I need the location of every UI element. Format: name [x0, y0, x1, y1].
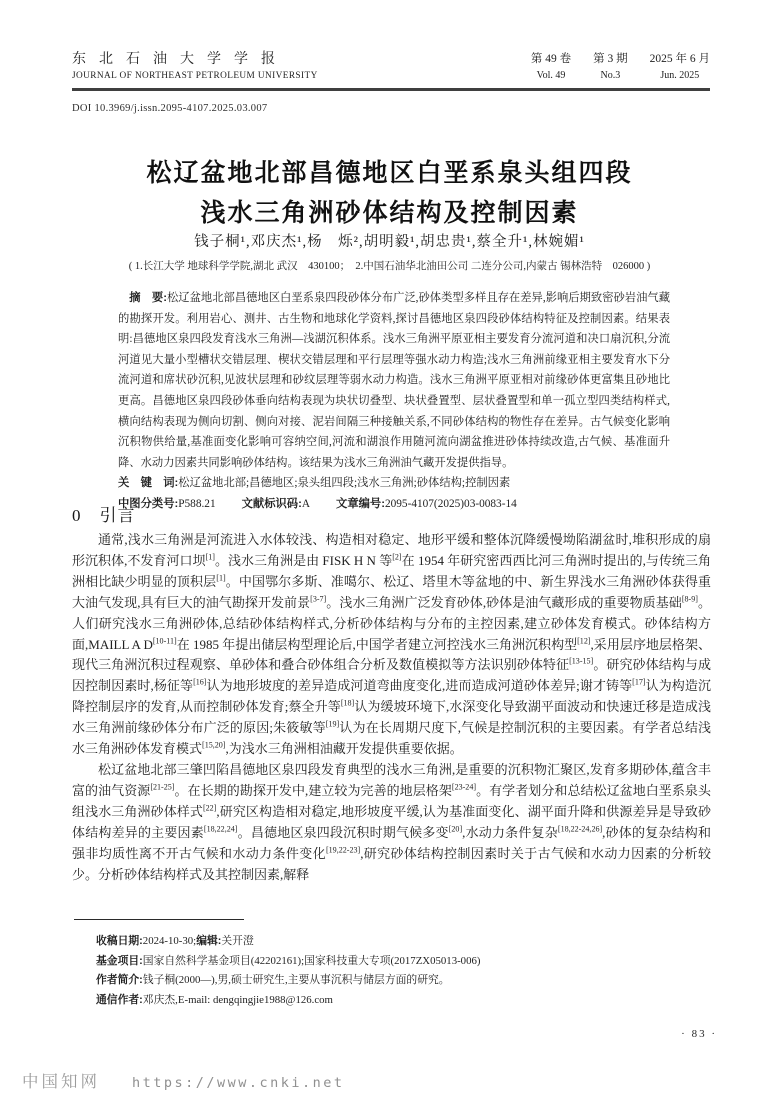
title-line-2: 浅水三角洲砂体结构及控制因素: [200, 199, 579, 227]
abstract-paragraph: [118, 288, 670, 473]
article-title: [0, 154, 779, 234]
body-text: [72, 530, 711, 885]
keywords-text: 松辽盆地北部;昌德地区;泉头组四段;浅水三角洲;砂体结构;控制因素: [178, 477, 511, 490]
intro-heading: 0 引言: [72, 506, 136, 525]
keywords-label: 关 键 词:: [118, 477, 179, 490]
date-en: Jun. 2025: [660, 70, 700, 81]
clc-label: 中图分类号:: [118, 497, 179, 510]
footnote-corresponding: [96, 991, 719, 1011]
editor-value: 关开澄: [221, 935, 254, 947]
journal-name-cn: 东北石油大学学报: [72, 52, 288, 67]
volume-cn: 第 49 卷: [530, 53, 572, 65]
journal-name-en: JOURNAL OF NORTHEAST PETROLEUM UNIVERSITY: [72, 71, 318, 81]
journal-name-block: [72, 48, 318, 81]
affiliation-line: ( 1.长江大学 地球科学学院,湖北 武汉 430100； 2.中国石油华北油田公司 二连分公司,内蒙古 锡林浩特 026000 ): [128, 261, 651, 272]
article-id-label: 文章编号:: [336, 497, 385, 510]
article-id-value: 2095-4107(2025)03-0083-14: [384, 497, 517, 510]
corr-label: 通信作者:: [96, 993, 143, 1006]
editor-label: 编辑:: [196, 935, 222, 947]
page-number: · 83 ·: [681, 1028, 717, 1040]
footnote-received: [96, 932, 719, 952]
date-cn: 2025 年 6 月: [649, 53, 710, 65]
doi-line: DOI 10.3969/j.issn.2095-4107.2025.03.007: [72, 103, 268, 114]
fund-label: 基金项目:: [96, 954, 143, 967]
classification-line: [118, 494, 670, 515]
volume-en: Vol. 49: [536, 70, 566, 81]
footnote-bio: [96, 971, 719, 991]
abstract-text: 松辽盆地北部昌德地区白垩系泉四段砂体分布广泛,砂体类型多样且存在差异,影响后期致密砂岩油气藏的勘探开发。利用岩心、测井、古生物和地球化学资料,探讨昌德地区泉四段砂体结构特征及控制因素。结果表明:昌德地区泉四段发育浅水三角洲—浅湖沉积体系。浅水三角洲平原亚相主要发育分流河道和决口扇沉积,分流河道见大量小型槽状交错层理、楔状交错层理和平行层理等强水动力构造;浅水三角洲前缘亚相主要发育水下分流河道和席状砂沉积,见波状层理和砂纹层理等弱水动力构造。浅水三角洲平原亚相对前缘砂体更富集且砂地比更高。昌德地区泉四段砂体垂向结构表现为块状切叠型、块状叠置型、层状叠置型和单一孤立型四类结构样式,横向结构表现为侧向切割、侧向对接、泥岩间隔三种接触关系,不同砂体结构的物性存在差异。古气候变化影响沉积物供给量,基准面变化影响可容纳空间,河流和湖浪作用随河流向湖盆推进砂体持续改造,古气候、基准面升降、水动力因素共同影响砂体结构。该结果为浅水三角洲油气藏开发提供指导。: [118, 292, 671, 469]
article-id: [336, 494, 517, 515]
received-label: 收稿日期:: [96, 935, 143, 947]
issue-info-block: [531, 50, 710, 81]
bio-value: 钱子桐(2000—),男,硕士研究生,主要从事沉积与储层方面的研究。: [142, 974, 450, 987]
intro-para-1: 通常,浅水三角洲是河流进入水体较浅、构造相对稳定、地形平缓和整体沉降缓慢坳陷湖盆时,堆积形成的扇形沉积体,不发育河口坝[1]。浅水三角洲是由 FISK H N 等[2]在 1954 年研究密西西比河三角洲时提出的,与传统三角洲相比缺少明显的顶积层[1]。中国鄂尔多斯、准噶尔、松辽、塔里木等盆地的中、新生界浅水三角洲砂体获得重大油气发现,具有巨大的油气勘探开发前景[3-7]。浅水三角洲广泛发育砂体,砂体是油气藏形成的重要物质基础[8-9]。人们研究浅水三角洲砂体,总结砂体结构样式,分析砂体结构与分布的主控因素,建立砂体发育模式。砂体结构方面,MAILL A D[10-11]在 1985 年提出储层构型理论后,中国学者建立河控浅水三角洲沉积构型[12],采用层序地层格架、现代三角洲沉积过程观察、单砂体和叠合砂体组合分析及数值模拟等方法识别砂体特征[13-15]。研究砂体结构与成因控制因素时,杨征等[16]认为地形坡度的差异造成河道弯曲度变化,进而造成河道砂体差异;谢才铸等[17]认为构造沉降控制层序的发育,从而控制砂体发育;蔡全升等[18]认为缓坡环境下,水深变化导致湖平面波动和快速迁移是造成浅水三角洲前缘砂体分布广泛的原因;朱筱敏等[19]认为在长周期尺度下,气候是控制沉积的主要因素。有学者总结浅水三角洲砂体发育模式[15,20],为浅水三角洲相油藏开发提供重要依据。: [72, 532, 711, 757]
cnki-watermark: [22, 1068, 345, 1092]
corr-value: 邓庆杰,E-mail: dengqingjie1988@126.com: [142, 993, 333, 1006]
title-line-1: 松辽盆地北部昌德地区白垩系泉头组四段: [146, 159, 633, 187]
footnote-rule: [74, 919, 244, 920]
cnki-url: https://www.cnki.net: [132, 1075, 345, 1091]
cnki-logo-text: 中国知网: [22, 1072, 100, 1091]
volume-info: [531, 50, 571, 81]
issue-number-info: [593, 50, 628, 81]
authors-line: 钱子桐¹,邓庆杰¹,杨 烁²,胡明毅¹,胡忠贵¹,蔡全升¹,林婉媚¹: [194, 234, 585, 250]
abstract-section: [118, 288, 670, 515]
intro-para-2: 松辽盆地北部三肇凹陷昌德地区泉四段发育典型的浅水三角洲,是重要的沉积物汇聚区,发育多期砂体,蕴含丰富的油气资源[21-25]。在长期的勘探开发中,建立较为完善的地层格架[23-24]。有学者划分和总结松辽盆地白垩系泉头组浅水三角洲砂体样式[22],研究区构造相对稳定,地形坡度平缓,认为基准面变化、湖平面升降和供源差异是导致砂体结构差异的主要因素[18,22,24]。昌德地区泉四段沉积时期气候多变[20],水动力条件复杂[18,22-24,26],砂体的复杂结构和强非均质性离不开古气候和水动力条件变化[19,22-23],研究砂体结构控制因素时关于古气候和水动力因素的分析较少。分析砂体结构样式及其控制因素,解释: [72, 761, 711, 882]
keywords-line: [118, 473, 670, 494]
fund-value: 国家自然科学基金项目(42202161);国家科技重大专项(2017ZX05013-006): [142, 954, 481, 967]
bio-label: 作者简介:: [96, 974, 143, 987]
received-value: 2024-10-30;: [142, 935, 197, 947]
doc-code-label: 文献标识码:: [241, 497, 302, 510]
date-info: [650, 50, 710, 81]
footnote-fund: [96, 952, 719, 972]
abstract-label: 摘 要:: [129, 292, 167, 304]
doc-code: [242, 494, 310, 515]
footnotes-block: [96, 932, 719, 1010]
issue-cn: 第 3 期: [593, 53, 628, 65]
issue-en: No.3: [600, 70, 621, 81]
doc-code-value: A: [301, 497, 311, 510]
journal-header: [72, 48, 710, 81]
header-rule: [72, 88, 710, 91]
clc-value: P588.21: [178, 497, 216, 510]
